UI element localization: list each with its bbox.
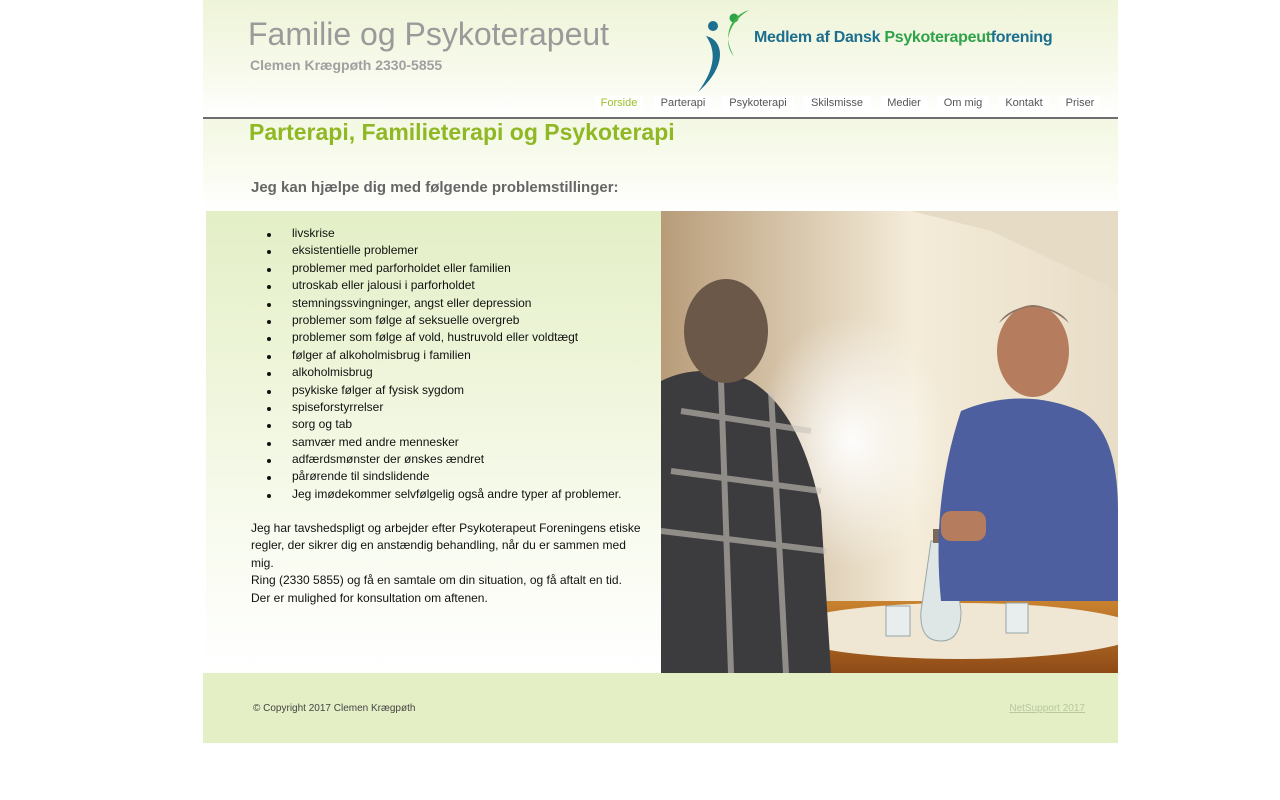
therapy-session-photo <box>661 211 1118 673</box>
logo-text-part3: forening <box>990 29 1053 46</box>
nav-item-om-mig[interactable]: Om mig <box>937 96 989 110</box>
site-footer <box>203 673 1118 743</box>
list-item: pårørende til sindslidende <box>266 468 621 485</box>
intro-section <box>203 119 1118 211</box>
site-header <box>203 0 1118 117</box>
nav-item-skilsmisse[interactable]: Skilsmisse <box>803 96 871 110</box>
nav-item-parterapi[interactable]: Parterapi <box>654 96 712 110</box>
main-content <box>206 211 661 673</box>
list-item: problemer som følge af vold, hustruvold eller voldtægt <box>266 329 621 346</box>
logo-text-part2: Psykoterapeut <box>884 29 991 46</box>
list-item: stemningssvingninger, angst eller depression <box>266 295 621 312</box>
confidentiality-paragraph: Jeg har tavshedspligt og arbejder efter Psykoterapeut Foreningens etiske regler, der sikrer dig en anstændig behandling, når du er sammen med mig. <box>251 521 641 570</box>
list-item: Jeg imødekommer selvfølgelig også andre typer af problemer. <box>266 486 621 503</box>
page-heading: Parterapi, Familieterapi og Psykoterapi <box>249 119 675 145</box>
list-item: adfærdsmønster der ønskes ændret <box>266 451 621 468</box>
site-title: Familie og Psykoterapeut <box>248 16 610 52</box>
site-subtitle: Clemen Krægpøth 2330-5855 <box>250 57 443 73</box>
list-item: sorg og tab <box>266 416 621 433</box>
logo-text-part1: Medlem af Dansk <box>754 29 885 46</box>
list-item: utroskab eller jalousi i parforholdet <box>266 277 621 294</box>
nav-item-priser[interactable]: Priser <box>1060 96 1100 110</box>
copyright-text: © Copyright 2017 Clemen Krægpøth <box>253 703 416 714</box>
association-logo[interactable] <box>694 6 1054 94</box>
logo-text <box>754 29 1052 47</box>
nav-item-kontakt[interactable]: Kontakt <box>999 96 1049 110</box>
nav-item-forside[interactable]: Forside <box>595 96 643 110</box>
page <box>203 0 1118 743</box>
list-item: alkoholmisbrug <box>266 364 621 381</box>
photo-illustration <box>661 211 1118 673</box>
problem-list <box>266 225 621 503</box>
intro-lead: Jeg kan hjælpe dig med følgende problemstillinger: <box>251 179 619 196</box>
list-item: følger af alkoholmisbrug i familien <box>266 347 621 364</box>
list-item: psykiske følger af fysisk sygdom <box>266 382 621 399</box>
list-item: livskrise <box>266 225 621 242</box>
list-item: samvær med andre mennesker <box>266 434 621 451</box>
body-text <box>251 520 651 607</box>
call-to-action-paragraph: Ring (2330 5855) og få en samtale om din situation, og få aftalt en tid. <box>251 573 622 588</box>
nav-item-psykoterapi[interactable]: Psykoterapi <box>722 96 794 110</box>
psychotherapist-association-logo-icon <box>694 6 754 94</box>
nav-item-medier[interactable]: Medier <box>881 96 927 110</box>
list-item: problemer som følge af seksuelle overgreb <box>266 312 621 329</box>
list-item: spiseforstyrrelser <box>266 399 621 416</box>
netsupport-link[interactable]: NetSupport 2017 <box>1009 703 1085 714</box>
list-item: eksistentielle problemer <box>266 242 621 259</box>
list-item: problemer med parforholdet eller familien <box>266 260 621 277</box>
evening-consultation-paragraph: Der er mulighed for konsultation om aftenen. <box>251 590 488 605</box>
